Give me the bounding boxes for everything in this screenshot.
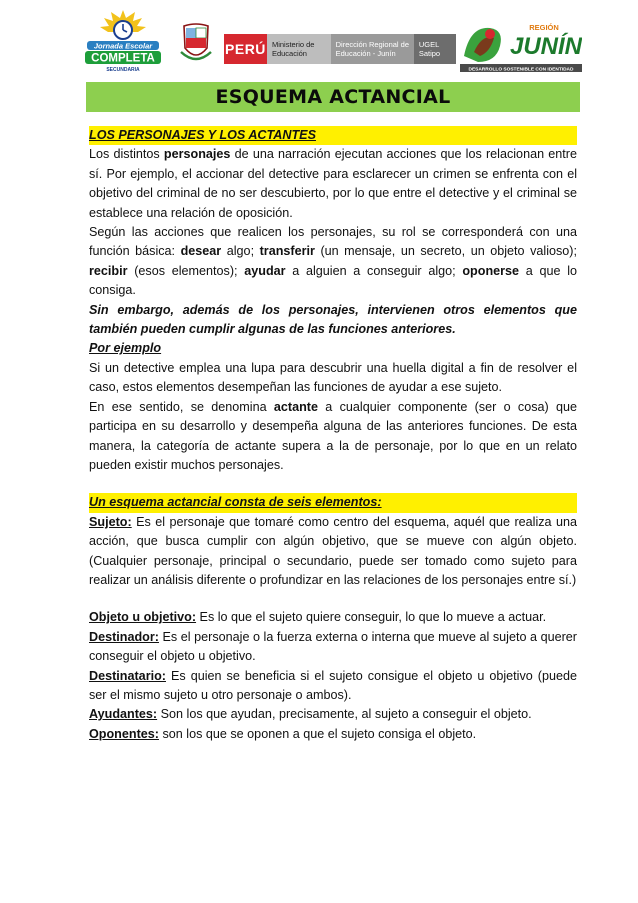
- peru-minedu-banner: [224, 34, 456, 64]
- paragraph-actante: En ese sentido, se denomina actante a cualquier componente (ser o cosa) que participa en su desarrollo y desempeña alguna de las anteriores funciones. De esta manera, la categoría de actante supera a la de personaje, por lo que en un relato pueden existir muchos personajes.: [89, 399, 577, 472]
- peru-label: PERÚ: [224, 34, 267, 64]
- region-logo-main-text: JUNÍN: [509, 33, 582, 60]
- ministerio-label: Ministerio de Educación: [267, 34, 331, 64]
- region-logo-top-text: REGIÓN: [529, 23, 559, 32]
- item-destinador: Destinador: Es el personaje o la fuerza externa o interna que mueve al sujeto a querer conseguir el objeto u objetivo.: [89, 629, 577, 664]
- example-label: Por ejemplo: [89, 341, 162, 356]
- jec-logo: [84, 8, 162, 74]
- section1-heading: LOS PERSONAJES Y LOS ACTANTES: [89, 126, 577, 145]
- paragraph-otros-elementos: Sin embargo, además de los personajes, intervienen otros elementos que también pueden cumplir algunas de las funciones anteriores.: [89, 302, 577, 337]
- item-objeto: Objeto u objetivo: Es lo que el sujeto quiere conseguir, lo que lo mueve a actuar.: [89, 610, 547, 625]
- jec-logo-sub-text: SECUNDARIA: [106, 67, 140, 73]
- item-oponentes: Oponentes: son los que se oponen a que el sujeto consiga el objeto.: [89, 726, 477, 741]
- jec-logo-main-text: COMPLETA: [91, 52, 155, 65]
- item-destinatario: Destinatario: Es quien se beneficia si el sujeto consigue el objeto u objetivo (puede ser el mismo sujeto u otro personaje o ambos).: [89, 668, 577, 702]
- direccion-regional-label: Dirección Regional de Educación - Junín: [331, 34, 414, 64]
- item-ayudantes: Ayudantes: Son los que ayudan, precisamente, al sujeto a conseguir el objeto.: [89, 707, 532, 722]
- page-title: ESQUEMA ACTANCIAL: [215, 86, 451, 108]
- national-crest-icon: [180, 22, 212, 64]
- paragraph-ejemplo: Si un detective emplea una lupa para descubrir una huella digital a fin de resolver el caso, estos elementos desempeñan las funciones de ayudar a ese sujeto.: [89, 360, 577, 395]
- jec-logo-top-text: Jornada Escolar: [93, 41, 153, 51]
- region-junin-logo: [460, 16, 582, 74]
- section2-heading: Un esquema actancial consta de seis elementos:: [89, 493, 577, 512]
- header-logos: [84, 8, 582, 74]
- paragraph-personajes: Los distintos personajes de una narración ejecutan acciones que los relacionan entre sí. Por ejemplo, el accionar del detective para esclarecer un crimen se enfrenta con el objetivo del criminal de no ser descubierto, por lo que entre el detective y el criminal se establece una relación de oposición.: [89, 147, 577, 220]
- region-logo-tagline: DESARROLLO SOSTENIBLE CON IDENTIDAD: [468, 67, 574, 73]
- document-body: [89, 126, 577, 744]
- title-bar: [86, 82, 580, 112]
- ugel-label: UGEL Satipo: [414, 34, 456, 64]
- item-sujeto: Sujeto: Es el personaje que tomaré como centro del esquema, aquél que realiza una acción, que busca cumplir con algún objetivo, que se mueve con algún objeto. (Cualquier personaje, principal o secundario, puede ser tomado como sujeto para realizar un análisis diferente o profundizar en las relaciones de los personajes entre sí.): [89, 514, 577, 587]
- paragraph-funciones: Según las acciones que realicen los personajes, su rol se corresponderá con una función básica: desear algo; transferir (un mensaje, un secreto, un objeto valioso); recibir (esos elementos); ayudar a alguien a conseguir algo; oponerse a que lo consiga.: [89, 225, 577, 298]
